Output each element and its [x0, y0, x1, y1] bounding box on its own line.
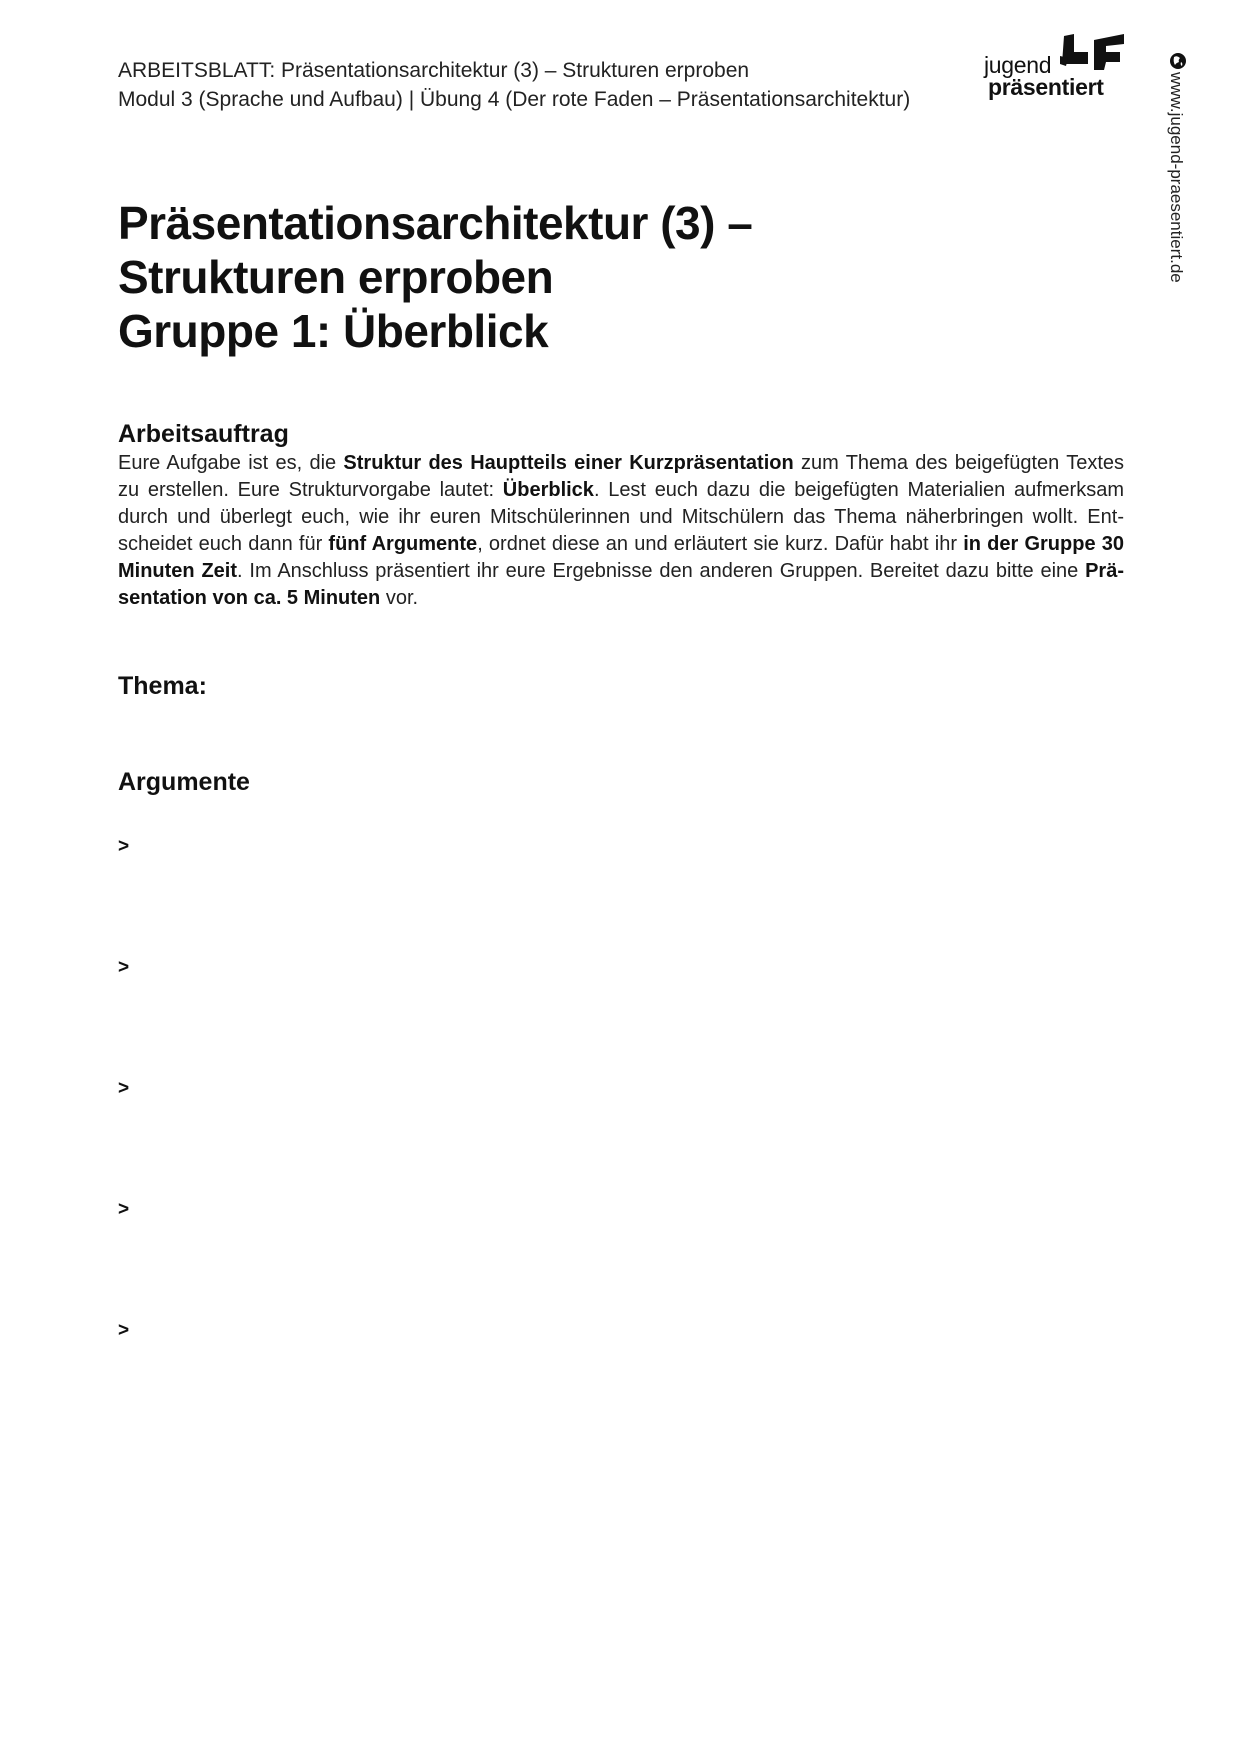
document-header [118, 56, 978, 114]
page-title [118, 196, 1018, 358]
title-line-2: Strukturen erproben [118, 251, 554, 303]
argumente-heading: Argumente [118, 768, 250, 796]
thema-label: Thema: [118, 672, 207, 700]
task-emphasis: in der Gruppe 30 Minuten Zeit [118, 533, 1124, 582]
task-text-segment: vor. [380, 587, 419, 609]
argument-bullet-5: > [118, 1320, 130, 1341]
task-text-segment: , ordnet diese an und erläutert sie kurz. Dafür habt ihr [477, 533, 964, 555]
task-emphasis: Prä-sentation von ca. 5 Minuten [118, 560, 1124, 609]
globe-icon [1169, 52, 1187, 70]
task-text-segment: . Lest euch dazu die beigefügten Materialien aufmerksam durch und überlegt euch, wie ihr euren Mitschülerinnen und Mitschülern das Thema näherbringen wollt. Ent-scheidet euch dann für [118, 479, 1124, 555]
jp-logo-icon [1058, 30, 1128, 76]
title-line-3: Gruppe 1: Überblick [118, 305, 549, 357]
arbeitsauftrag-heading: Arbeitsauftrag [118, 420, 289, 448]
task-emphasis: fünf Argumente [328, 533, 478, 555]
task-text-segment: Eure Aufgabe ist es, die [118, 452, 344, 474]
logo-word-jugend: jugend [984, 52, 1052, 78]
jugend-praesentiert-logo [978, 30, 1138, 102]
website-url: www.jugend-praesentiert.de [1167, 72, 1186, 283]
header-line-1: ARBEITSBLATT: Präsentationsarchitektur (3) – Strukturen erproben [118, 59, 750, 82]
task-text-segment: . Im Anschluss präsentiert ihr eure Ergebnisse den anderen Gruppen. Bereitet dazu bitte eine [237, 560, 1086, 582]
header-line-2: Modul 3 (Sprache und Aufbau) | Übung 4 (Der rote Faden – Präsentationsarchitektur) [118, 88, 911, 111]
task-emphasis: Überblick [502, 479, 594, 501]
argument-bullet-4: > [118, 1199, 130, 1220]
task-text-segment: zum Thema des beigefügten Textes zu erstellen. Eure Strukturvorgabe lautet: [118, 452, 1124, 501]
side-url-block [1164, 50, 1194, 283]
arbeitsauftrag-text [118, 450, 1124, 612]
argument-bullet-3: > [118, 1078, 130, 1099]
argument-bullet-1: > [118, 836, 130, 857]
title-line-1: Präsentationsarchitektur (3) – [118, 197, 753, 249]
argument-bullet-2: > [118, 957, 130, 978]
task-emphasis: Struktur des Hauptteils einer Kurzpräsentation [343, 452, 794, 474]
logo-word-praesentiert: präsentiert [988, 74, 1104, 100]
